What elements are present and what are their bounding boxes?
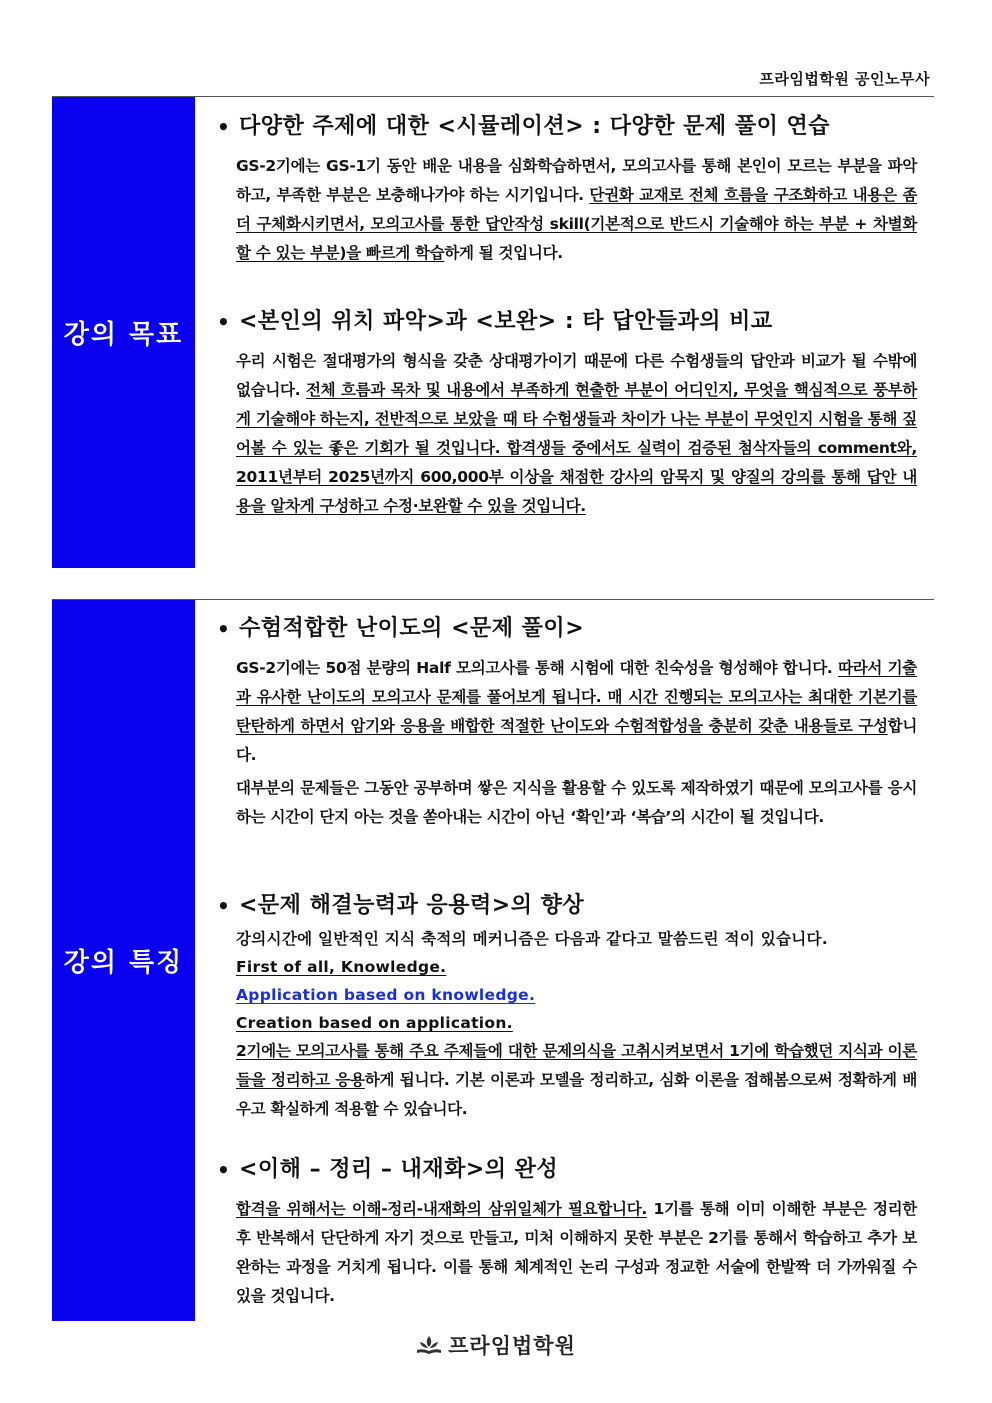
lotus-book-icon bbox=[416, 1334, 442, 1356]
goal-label-box bbox=[52, 97, 195, 568]
bullet-icon: • bbox=[217, 1158, 231, 1182]
feature-paragraph-2: 대부분의 문제들은 그동안 공부하며 쌓은 지식을 활용할 수 있도록 제작하였기 때문에 모의고사를 응시하는 시간이 단지 아는 것을 쏟아내는 시간이 아닌 ‘확인’과 ‘복습’의 시간이 될 것입니다. bbox=[236, 779, 917, 826]
bullet-icon: • bbox=[217, 617, 231, 641]
feature-intro: 강의시간에 일반적인 지식 축적의 메커니즘은 다음과 같다고 말씀드린 적이 있습니다. bbox=[236, 930, 829, 948]
bullet-icon: • bbox=[217, 894, 231, 918]
feature-paragraph-3: 2기에는 모의고사를 통해 주요 주제들에 대한 문제의식을 고취시켜보면서 1기에 학습했던 지식과 이론들을 정리하고 응용하게 됩니다. 기본 이론과 모델을 정리하고, 심화 이론을 접해봄으로써 정확하게 배우고 확실하게 적용할 수 있습니다. bbox=[236, 1042, 918, 1118]
knowledge-line: First of all, Knowledge. bbox=[236, 958, 447, 976]
bullet-icon: • bbox=[217, 310, 231, 334]
feature-label: 강의 특징 bbox=[63, 948, 184, 978]
goal-paragraph-2: 우리 시험은 절대평가의 형식을 갖춘 상대평가이기 때문에 다른 수험생들의 답안과 비교가 될 수밖에 없습니다. 전체 흐름과 목차 및 내용에서 부족하게 현출한 부분이 어디인지, 무엇을 핵심적으로 풍부하게 기술해야 하는지, 전반적으로 보았을 때 타 수험생들과 차이가 나는 부분이 무엇인지 시험을 통해 짚어볼 수 있는 좋은 기회가 될 것입니다. 합격생들 중에서도 실력이 검증된 첨삭자들의 comment와, 2011년부터 2025년까지 600,000부 이상을 채점한 강사의 암묵지 및 양질의 강의를 통해 답안 내용을 알차게 구성하고 수정·보완할 수 있을 것입니다. bbox=[236, 352, 917, 515]
feature-paragraph-1: GS-2기에는 50점 분량의 Half 모의고사를 통해 시험에 대한 친숙성을 형성해야 합니다. 따라서 기출과 유사한 난이도의 모의고사 문제를 풀어보게 됩니다. 매 시간 진행되는 모의고사는 최대한 기본기를 탄탄하게 하면서 암기와 응용을 배합한 적절한 난이도와 수험적합성을 충분히 갖춘 내용들로 구성합니다. bbox=[236, 659, 917, 764]
feature-label-box bbox=[52, 600, 195, 1321]
feature-section-2 bbox=[217, 891, 917, 1124]
footer-logo bbox=[0, 1330, 992, 1360]
goal-section-2 bbox=[217, 307, 917, 521]
application-line: Application based on knowledge. bbox=[236, 986, 536, 1004]
goal-heading-2: • <본인의 위치 파악>과 <보완> : 타 답안들과의 비교 bbox=[217, 307, 917, 337]
feature-section-3 bbox=[217, 1155, 917, 1311]
header-brand: 프라임법학원 공인노무사 bbox=[759, 70, 930, 88]
feature-heading-2: • <문제 해결능력과 응용력>의 향상 bbox=[217, 891, 917, 921]
footer-logo-text: 프라임법학원 bbox=[448, 1334, 576, 1358]
feature-paragraph-4: 합격을 위해서는 이해-정리-내재화의 삼위일체가 필요합니다. 1기를 통해 이미 이해한 부분은 정리한 후 반복해서 단단하게 자기 것으로 만들고, 미처 이해하지 못한 부분은 2기를 통해서 학습하고 추가 보완하는 과정을 거치게 됩니다. 이를 통해 체계적인 논리 구성과 정교한 서술에 한발짝 더 가까워질 수 있을 것입니다. bbox=[236, 1200, 917, 1305]
goal-label: 강의 목표 bbox=[63, 320, 184, 350]
goal-section-1 bbox=[217, 112, 917, 268]
goal-heading-1: • 다양한 주제에 대한 <시뮬레이션> : 다양한 문제 풀이 연습 bbox=[217, 112, 917, 142]
feature-section-1 bbox=[217, 614, 917, 832]
creation-line: Creation based on application. bbox=[236, 1014, 513, 1032]
feature-heading-1: • 수험적합한 난이도의 <문제 풀이> bbox=[217, 614, 917, 644]
feature-heading-3: • <이해 – 정리 – 내재화>의 완성 bbox=[217, 1155, 917, 1185]
goal-paragraph-1: GS-2기에는 GS-1기 동안 배운 내용을 심화학습하면서, 모의고사를 통해 본인이 모르는 부분을 파악하고, 부족한 부분은 보충해나가야 하는 시기입니다. 단권화 교재로 전체 흐름을 구조화하고 내용은 좀 더 구체화시키면서, 모의고사를 통한 답안작성 skill(기본적으로 반드시 기술해야 하는 부분 + 차별화 할 수 있는 부분)을 빠르게 학습하게 될 것입니다. bbox=[236, 157, 917, 262]
bullet-icon: • bbox=[217, 115, 231, 139]
